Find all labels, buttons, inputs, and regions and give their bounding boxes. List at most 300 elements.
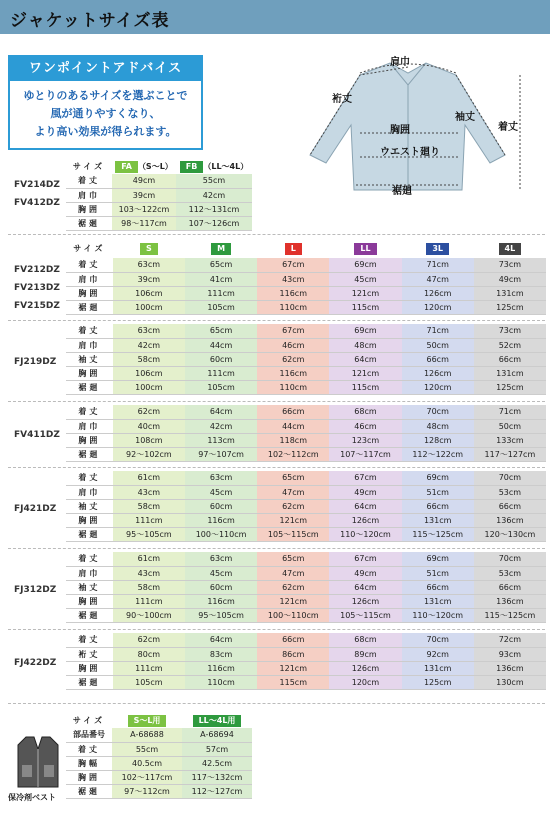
cell: 103〜122cm	[112, 202, 176, 216]
row-label: 袖丈	[66, 499, 113, 513]
cell: 44cm	[185, 338, 257, 352]
cell: 49cm	[112, 174, 176, 188]
row-label: 着丈	[66, 258, 113, 272]
model-list	[14, 353, 56, 371]
cell: 100〜110cm	[257, 608, 329, 622]
cell: 116cm	[185, 661, 257, 675]
table-row	[66, 784, 252, 798]
size-table-fv214	[66, 158, 252, 231]
cell: 48cm	[329, 338, 401, 352]
cell: 70cm	[474, 552, 546, 566]
cell: 86cm	[257, 647, 329, 661]
cell: 60cm	[185, 499, 257, 513]
cell: 40cm	[113, 419, 185, 433]
cell: 53cm	[474, 566, 546, 580]
cell: 67cm	[329, 552, 401, 566]
table-row	[66, 188, 252, 202]
table-row	[66, 633, 546, 647]
row-label: 着丈	[66, 174, 112, 188]
model-list	[14, 261, 60, 315]
cell: 49cm	[329, 566, 401, 580]
size-header	[182, 712, 252, 728]
cell: 131cm	[402, 661, 474, 675]
row-label: 裾廻	[66, 380, 113, 394]
cell: 61cm	[113, 552, 185, 566]
cell: 69cm	[402, 471, 474, 485]
row-label: 胸囲	[66, 513, 113, 527]
cell: 39cm	[113, 272, 185, 286]
cell: 47cm	[257, 485, 329, 499]
table-row	[66, 675, 546, 689]
model-name: FV213DZ	[14, 283, 60, 293]
size-badge: FB	[180, 161, 204, 173]
row-label: 着丈	[66, 405, 113, 419]
advice-line: 風が通りやすくなり、	[50, 107, 161, 120]
cell: 92〜102cm	[113, 447, 185, 461]
cell: 73cm	[474, 324, 546, 338]
cell: 115〜125cm	[402, 527, 474, 541]
cell: 92cm	[402, 647, 474, 661]
model-name: FV214DZ	[14, 180, 60, 190]
size-header-s	[113, 240, 185, 256]
cell: 73cm	[474, 258, 546, 272]
size-badge: FA	[115, 161, 138, 173]
table-row	[66, 485, 546, 499]
table-row	[66, 513, 546, 527]
cell: 125cm	[402, 675, 474, 689]
label-sleeve-rise: 裄丈	[332, 94, 352, 105]
table-row	[66, 661, 546, 675]
advice-line: より高い効果が得られます。	[34, 125, 177, 138]
size-header	[176, 158, 252, 174]
table-row	[66, 286, 546, 300]
cell: 106cm	[113, 286, 185, 300]
cell: 42cm	[185, 419, 257, 433]
table-row	[66, 338, 546, 352]
cell: 71cm	[402, 258, 474, 272]
divider	[8, 320, 545, 321]
cell: 107〜126cm	[176, 216, 252, 230]
cell: 70cm	[474, 471, 546, 485]
table-row	[66, 324, 546, 338]
cell: 102〜117cm	[112, 770, 182, 784]
cell: 62cm	[257, 352, 329, 366]
cell: 121cm	[329, 366, 401, 380]
cell: 46cm	[329, 419, 401, 433]
cell: 57cm	[182, 742, 252, 756]
cell: 108cm	[113, 433, 185, 447]
table-row	[66, 608, 546, 622]
size-header-m	[185, 240, 257, 256]
cell: 105cm	[185, 300, 257, 314]
cell: 65cm	[185, 258, 257, 272]
jacket-diagram	[290, 45, 545, 205]
cell: 62cm	[113, 633, 185, 647]
row-label: 袖丈	[66, 352, 113, 366]
label-sleeve: 袖丈	[455, 112, 475, 123]
cell: 126cm	[402, 366, 474, 380]
cell: 131cm	[474, 366, 546, 380]
cell: 62cm	[257, 580, 329, 594]
cell: 118cm	[257, 433, 329, 447]
table-row	[66, 728, 252, 742]
size-table	[66, 405, 546, 462]
table-row	[66, 174, 252, 188]
row-label: 裾廻	[66, 527, 113, 541]
cell: 67cm	[257, 324, 329, 338]
cell: 113cm	[185, 433, 257, 447]
divider	[8, 467, 545, 468]
row-label: 裄丈	[66, 647, 113, 661]
row-label: 裾廻	[66, 216, 112, 230]
cell: 62cm	[257, 499, 329, 513]
cell: A-68688	[112, 728, 182, 742]
table-row	[66, 380, 546, 394]
cell: 100〜110cm	[185, 527, 257, 541]
cell: 50cm	[474, 419, 546, 433]
model-name: FV412DZ	[14, 198, 60, 208]
cell: 64cm	[185, 633, 257, 647]
row-label: 胸囲	[66, 202, 112, 216]
divider	[8, 629, 545, 630]
row-label: 裾廻	[66, 675, 113, 689]
row-label: 部品番号	[66, 728, 112, 742]
size-header-3l	[402, 240, 474, 256]
divider	[8, 234, 545, 235]
cell: 64cm	[329, 580, 401, 594]
cell: 125cm	[474, 300, 546, 314]
cell: 128cm	[402, 433, 474, 447]
table-row	[66, 405, 546, 419]
cell: 44cm	[257, 419, 329, 433]
cell: 55cm	[176, 174, 252, 188]
cell: 136cm	[474, 661, 546, 675]
table-row	[66, 552, 546, 566]
cell: 98〜117cm	[112, 216, 176, 230]
cell: 123cm	[329, 433, 401, 447]
cell: 136cm	[474, 513, 546, 527]
model-list	[14, 426, 60, 444]
cell: 111cm	[185, 286, 257, 300]
row-label: 着丈	[66, 324, 113, 338]
row-label: 裾廻	[66, 447, 113, 461]
cell: 89cm	[329, 647, 401, 661]
cell: 61cm	[113, 471, 185, 485]
cell: 100cm	[113, 380, 185, 394]
advice-text	[10, 87, 201, 141]
label-shoulder: 肩巾	[390, 57, 410, 68]
cell: 60cm	[185, 580, 257, 594]
cell: 64cm	[329, 352, 401, 366]
cell: 43cm	[113, 485, 185, 499]
label-waist: ウエスト廻り	[380, 147, 440, 158]
table-row	[66, 202, 252, 216]
cell: 120cm	[402, 300, 474, 314]
advice-heading: ワンポイントアドバイス	[10, 57, 201, 81]
size-header-label: サイズ	[72, 715, 106, 725]
cell: 95〜105cm	[185, 608, 257, 622]
cell: 69cm	[329, 258, 401, 272]
size-badge: S	[140, 243, 158, 255]
model-list	[14, 176, 60, 212]
cell: 116cm	[257, 286, 329, 300]
cell: 64cm	[185, 405, 257, 419]
label-chest: 胸囲	[390, 125, 410, 136]
cell: 105cm	[185, 380, 257, 394]
size-table	[66, 324, 546, 395]
size-header	[112, 158, 176, 174]
cell: 45cm	[185, 485, 257, 499]
size-badge: LL〜4L用	[193, 715, 242, 727]
cell: 63cm	[113, 258, 185, 272]
table-row	[66, 216, 252, 230]
cell: 115cm	[329, 380, 401, 394]
cell: 53cm	[474, 485, 546, 499]
size-badge: 4L	[499, 243, 522, 255]
cell: 97〜107cm	[185, 447, 257, 461]
table-row	[66, 594, 546, 608]
table-row	[66, 433, 546, 447]
cell: 51cm	[402, 485, 474, 499]
advice-line: ゆとりのあるサイズを選ぶことで	[23, 89, 188, 102]
row-label: 胸囲	[66, 661, 113, 675]
cell: 40.5cm	[112, 756, 182, 770]
cell: 49cm	[329, 485, 401, 499]
cell: 117〜132cm	[182, 770, 252, 784]
cell: 130cm	[474, 675, 546, 689]
model-name: FJ422DZ	[14, 658, 57, 668]
cell: 120cm	[329, 675, 401, 689]
cell: 69cm	[402, 552, 474, 566]
cell: 105〜115cm	[257, 527, 329, 541]
row-label: 肩巾	[66, 338, 113, 352]
table-row	[66, 366, 546, 380]
model-name: FV215DZ	[14, 301, 60, 311]
cell: 62cm	[113, 405, 185, 419]
cell: 58cm	[113, 580, 185, 594]
cell: 90〜100cm	[113, 608, 185, 622]
cell: 126cm	[329, 594, 401, 608]
cell: 60cm	[185, 352, 257, 366]
cell: 63cm	[185, 471, 257, 485]
cell: 49cm	[474, 272, 546, 286]
row-label: 肩巾	[66, 188, 112, 202]
table-row	[66, 580, 546, 594]
model-name: FJ219DZ	[14, 356, 57, 367]
size-header-label: サイズ	[73, 243, 106, 253]
cell: 66cm	[474, 352, 546, 366]
model-name: FV212DZ	[14, 265, 60, 275]
cell: 121cm	[257, 513, 329, 527]
cell: 39cm	[112, 188, 176, 202]
cell: 50cm	[402, 338, 474, 352]
row-label: 着丈	[66, 633, 113, 647]
cell: 125cm	[474, 380, 546, 394]
cell: 42cm	[113, 338, 185, 352]
cell: 97〜112cm	[112, 784, 182, 798]
cell: 48cm	[402, 419, 474, 433]
model-list	[14, 500, 56, 518]
model-name: FJ312DZ	[14, 584, 57, 595]
cell: 63cm	[185, 552, 257, 566]
page-header	[0, 0, 550, 34]
cell: 100cm	[113, 300, 185, 314]
cell: 106cm	[113, 366, 185, 380]
table-row	[66, 770, 252, 784]
cell: 65cm	[257, 552, 329, 566]
cell: 102〜112cm	[257, 447, 329, 461]
cell: 120〜130cm	[474, 527, 546, 541]
size-range: （S〜L）	[137, 161, 173, 171]
cell: 64cm	[329, 499, 401, 513]
row-label: 胸囲	[66, 770, 112, 784]
cell: 51cm	[402, 566, 474, 580]
size-table	[66, 552, 546, 623]
size-table	[66, 633, 546, 690]
cell: 52cm	[474, 338, 546, 352]
size-badge: S〜L用	[128, 715, 167, 727]
cell: 47cm	[402, 272, 474, 286]
cell: 65cm	[185, 324, 257, 338]
table-row	[66, 742, 252, 756]
cell: 120cm	[402, 380, 474, 394]
model-name: FV411DZ	[14, 430, 60, 440]
cell: 66cm	[474, 580, 546, 594]
cell: 67cm	[329, 471, 401, 485]
row-label: 肩巾	[66, 272, 113, 286]
cell: 66cm	[402, 580, 474, 594]
label-hem: 裾廻	[392, 186, 412, 197]
cell: 41cm	[185, 272, 257, 286]
cell: 111cm	[113, 661, 185, 675]
row-label: 裾廻	[66, 608, 113, 622]
page-title: ジャケットサイズ表	[10, 11, 170, 31]
size-table	[66, 258, 546, 315]
table-row	[66, 300, 546, 314]
cell: 115cm	[329, 300, 401, 314]
table-row	[66, 499, 546, 513]
cell: 95〜105cm	[113, 527, 185, 541]
row-label: 胸囲	[66, 594, 113, 608]
table-row	[66, 566, 546, 580]
vest-icon	[14, 735, 62, 790]
row-label: 肩巾	[66, 419, 113, 433]
row-label: 肩巾	[66, 566, 113, 580]
size-range: （LL〜4L）	[203, 161, 249, 171]
row-label: 胸囲	[66, 433, 113, 447]
cell: 121cm	[257, 594, 329, 608]
cell: 67cm	[257, 258, 329, 272]
cell: 66cm	[257, 405, 329, 419]
cell: 58cm	[113, 352, 185, 366]
row-label: 胸囲	[66, 286, 113, 300]
cell: 65cm	[257, 471, 329, 485]
size-table	[66, 471, 546, 542]
cell: 110cm	[257, 380, 329, 394]
size-header-ll	[329, 240, 401, 256]
cell: 111cm	[185, 366, 257, 380]
row-label: 胸幅	[66, 756, 112, 770]
cell: 126cm	[329, 513, 401, 527]
cell: 111cm	[113, 594, 185, 608]
cell: 66cm	[402, 499, 474, 513]
table-row	[66, 756, 252, 770]
cell: 116cm	[185, 594, 257, 608]
cell: 46cm	[257, 338, 329, 352]
row-label: 袖丈	[66, 580, 113, 594]
cell: 107〜117cm	[329, 447, 401, 461]
cell: 80cm	[113, 647, 185, 661]
row-label: 肩巾	[66, 485, 113, 499]
cell: 112〜122cm	[402, 447, 474, 461]
cell: 45cm	[329, 272, 401, 286]
cell: 110〜120cm	[329, 527, 401, 541]
size-table-vest	[66, 712, 252, 799]
cell: 133cm	[474, 433, 546, 447]
cell: 116cm	[257, 366, 329, 380]
cell: 70cm	[402, 405, 474, 419]
vest-caption: 保冷剤ベスト	[8, 793, 56, 802]
cell: 116cm	[185, 513, 257, 527]
cell: 70cm	[402, 633, 474, 647]
cell: 72cm	[474, 633, 546, 647]
cell: 43cm	[257, 272, 329, 286]
label-length: 着丈	[498, 122, 518, 133]
cell: 83cm	[185, 647, 257, 661]
size-badge: L	[285, 243, 302, 255]
cell: 71cm	[402, 324, 474, 338]
size-badge: M	[211, 243, 231, 255]
cell: 105〜115cm	[329, 608, 401, 622]
cell: 93cm	[474, 647, 546, 661]
cell: 42cm	[176, 188, 252, 202]
table-row	[66, 647, 546, 661]
advice-box	[8, 55, 203, 150]
cell: A-68694	[182, 728, 252, 742]
model-list	[14, 581, 56, 599]
cell: 66cm	[402, 352, 474, 366]
cell: 110cm	[257, 300, 329, 314]
divider	[8, 401, 545, 402]
table-row	[66, 471, 546, 485]
cell: 115〜125cm	[474, 608, 546, 622]
cell: 131cm	[402, 513, 474, 527]
cell: 69cm	[329, 324, 401, 338]
cell: 126cm	[329, 661, 401, 675]
cell: 105cm	[113, 675, 185, 689]
row-label: 着丈	[66, 471, 113, 485]
size-header-4l	[474, 240, 546, 256]
table-row	[66, 527, 546, 541]
table-row	[66, 419, 546, 433]
size-header-row	[66, 240, 546, 256]
cell: 121cm	[329, 286, 401, 300]
row-label: 着丈	[66, 742, 112, 756]
cell: 63cm	[113, 324, 185, 338]
size-header	[112, 712, 182, 728]
row-label: 胸囲	[66, 366, 113, 380]
cell: 47cm	[257, 566, 329, 580]
table-row	[66, 272, 546, 286]
table-row	[66, 447, 546, 461]
cell: 136cm	[474, 594, 546, 608]
model-list	[14, 654, 56, 672]
size-badge: 3L	[426, 243, 449, 255]
cell: 71cm	[474, 405, 546, 419]
table-row	[66, 352, 546, 366]
cell: 131cm	[402, 594, 474, 608]
cell: 68cm	[329, 633, 401, 647]
